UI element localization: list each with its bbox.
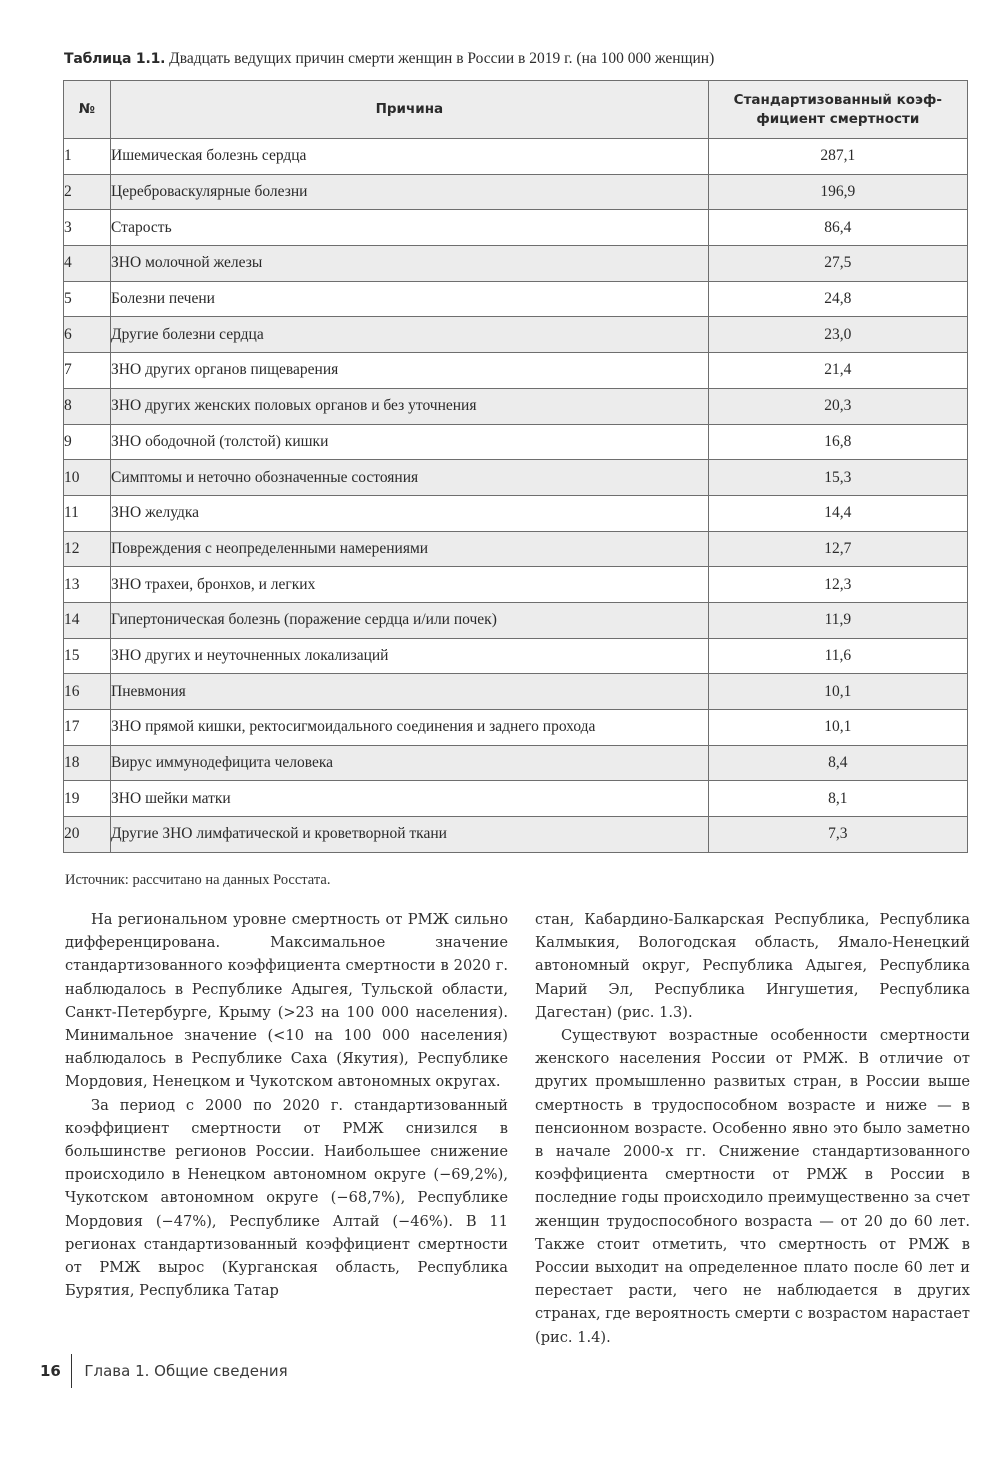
row-value: 12,3 — [708, 567, 967, 603]
row-value: 24,8 — [708, 281, 967, 317]
row-value: 21,4 — [708, 353, 967, 389]
table-row — [64, 317, 968, 353]
table-row — [64, 424, 968, 460]
page-footer — [40, 1354, 288, 1388]
row-number: 19 — [64, 781, 111, 817]
table-header-row — [64, 81, 968, 139]
row-number: 17 — [64, 710, 111, 746]
row-value: 20,3 — [708, 388, 967, 424]
row-cause: Болезни печени — [111, 281, 709, 317]
row-cause: ЗНО прямой кишки, ректосигмоидального соединения и заднего прохода — [111, 710, 709, 746]
row-cause: ЗНО молочной железы — [111, 246, 709, 282]
table-row — [64, 174, 968, 210]
row-value: 8,1 — [708, 781, 967, 817]
table-body — [64, 139, 968, 853]
row-value: 86,4 — [708, 210, 967, 246]
row-number: 7 — [64, 353, 111, 389]
body-column-left — [65, 908, 508, 1302]
body-paragraph: За период с 2000 по 2020 г. стандартизованный коэффициент смертности от РМЖ снизился в большинстве регионов России. Наибольшее снижение происходило в Ненецком автономном округе (−69,2%), Чукотском автономном округе (−68,7%), Республике Мордовия (−47%), Республике Алтай (−46%). В 11 регионах стандартизованный коэффициент смертности от РМЖ вырос (Курганская область, Республика Бурятия, Республика Татар — [65, 1096, 508, 1300]
table-row — [64, 353, 968, 389]
row-value: 287,1 — [708, 139, 967, 175]
row-cause: Старость — [111, 210, 709, 246]
row-value: 10,1 — [708, 674, 967, 710]
row-value: 27,5 — [708, 246, 967, 282]
row-value: 12,7 — [708, 531, 967, 567]
table-row — [64, 388, 968, 424]
body-paragraph: стан, Кабардино-Балкарская Республика, Республика Калмыкия, Вологодская область, Ямало-Ненецкий автономный округ, Республика Адыгея, Республика Марий Эл, Республика Ингушетия, Республика Дагестан) (рис. 1.3). — [535, 911, 970, 1021]
row-cause: Симптомы и неточно обозначенные состояния — [111, 460, 709, 496]
row-number: 16 — [64, 674, 111, 710]
header-value-text: Стандартизованный коэф-фициент смертности — [733, 91, 943, 127]
row-value: 11,6 — [708, 638, 967, 674]
row-cause: ЗНО других женских половых органов и без уточнения — [111, 388, 709, 424]
row-number: 12 — [64, 531, 111, 567]
chapter-title: Глава 1. Общие сведения — [84, 1362, 288, 1380]
row-number: 20 — [64, 817, 111, 853]
table-source-note: Источник: рассчитано на данных Росстата. — [65, 872, 331, 888]
table-row — [64, 246, 968, 282]
row-cause: Повреждения с неопределенными намерениями — [111, 531, 709, 567]
row-value: 15,3 — [708, 460, 967, 496]
row-cause: ЗНО трахеи, бронхов, и легких — [111, 567, 709, 603]
table-row — [64, 531, 968, 567]
header-num: № — [64, 81, 111, 139]
page-number: 16 — [40, 1362, 61, 1380]
table-caption-text: Двадцать ведущих причин смерти женщин в России в 2019 г. (на 100 000 женщин) — [165, 50, 715, 67]
table-row — [64, 567, 968, 603]
row-number: 11 — [64, 495, 111, 531]
table-row — [64, 817, 968, 853]
row-number: 2 — [64, 174, 111, 210]
table-row — [64, 139, 968, 175]
row-value: 10,1 — [708, 710, 967, 746]
table-row — [64, 638, 968, 674]
row-value: 16,8 — [708, 424, 967, 460]
row-value: 7,3 — [708, 817, 967, 853]
body-column-right — [535, 908, 970, 1349]
row-number: 9 — [64, 424, 111, 460]
table-row — [64, 674, 968, 710]
causes-of-death-table — [63, 80, 968, 853]
row-cause: ЗНО других органов пищеварения — [111, 353, 709, 389]
row-number: 4 — [64, 246, 111, 282]
row-cause: Ишемическая болезнь сердца — [111, 139, 709, 175]
row-cause: Пневмония — [111, 674, 709, 710]
table-row — [64, 281, 968, 317]
row-cause: ЗНО других и неуточненных локализаций — [111, 638, 709, 674]
row-value: 196,9 — [708, 174, 967, 210]
row-number: 3 — [64, 210, 111, 246]
footer-divider — [71, 1354, 73, 1388]
row-cause: Другие болезни сердца — [111, 317, 709, 353]
table-row — [64, 745, 968, 781]
row-number: 13 — [64, 567, 111, 603]
row-value: 23,0 — [708, 317, 967, 353]
row-cause: Цереброваскулярные болезни — [111, 174, 709, 210]
row-cause: ЗНО ободочной (толстой) кишки — [111, 424, 709, 460]
row-cause: Гипертоническая болезнь (поражение сердца и/или почек) — [111, 602, 709, 638]
table-row — [64, 460, 968, 496]
header-value — [708, 81, 967, 139]
table-row — [64, 495, 968, 531]
row-number: 1 — [64, 139, 111, 175]
row-value: 8,4 — [708, 745, 967, 781]
header-cause: Причина — [111, 81, 709, 139]
row-number: 5 — [64, 281, 111, 317]
table-caption-label: Таблица 1.1. — [64, 51, 166, 67]
body-paragraph: На региональном уровне смертность от РМЖ сильно дифференцирована. Максимальное значение стандартизованного коэффициента смертности в 2020 г. наблюдалось в Республике Адыгея, Тульской области, Санкт-Петербурге, Крыму (>23 на 100 000 населения). Минимальное значение (<10 на 100 000 населения) наблюдалось в Республике Саха (Якутия), Республике Мордовия, Ненецком и Чукотском автономных округах. — [65, 911, 508, 1091]
row-number: 10 — [64, 460, 111, 496]
row-number: 8 — [64, 388, 111, 424]
row-number: 14 — [64, 602, 111, 638]
row-cause: ЗНО желудка — [111, 495, 709, 531]
table-row — [64, 781, 968, 817]
table-row — [64, 602, 968, 638]
row-cause: Другие ЗНО лимфатической и кроветворной ткани — [111, 817, 709, 853]
table-row — [64, 210, 968, 246]
row-number: 15 — [64, 638, 111, 674]
row-number: 6 — [64, 317, 111, 353]
row-value: 11,9 — [708, 602, 967, 638]
table-row — [64, 710, 968, 746]
body-paragraph: Существуют возрастные особенности смертности женского населения России от РМЖ. В отличие от других промышленно развитых стран, в России выше смертность в трудоспособном возрасте и ниже — в пенсионном возрасте. Особенно явно это было заметно в начале 2000-х гг. Снижение стандартизованного коэффициента смертности от РМЖ в России в последние годы происходило преимущественно за счет женщин трудоспособного возраста — от 20 до 60 лет. Также стоит отметить, что смертность от РМЖ в России выходит на определенное плато после 60 лет и перестает расти, чего не наблюдается в других странах, где вероятность смерти с возрастом нарастает (рис. 1.4). — [535, 1027, 970, 1346]
row-value: 14,4 — [708, 495, 967, 531]
row-cause: Вирус иммунодефицита человека — [111, 745, 709, 781]
row-number: 18 — [64, 745, 111, 781]
row-cause: ЗНО шейки матки — [111, 781, 709, 817]
table-caption — [64, 50, 714, 68]
